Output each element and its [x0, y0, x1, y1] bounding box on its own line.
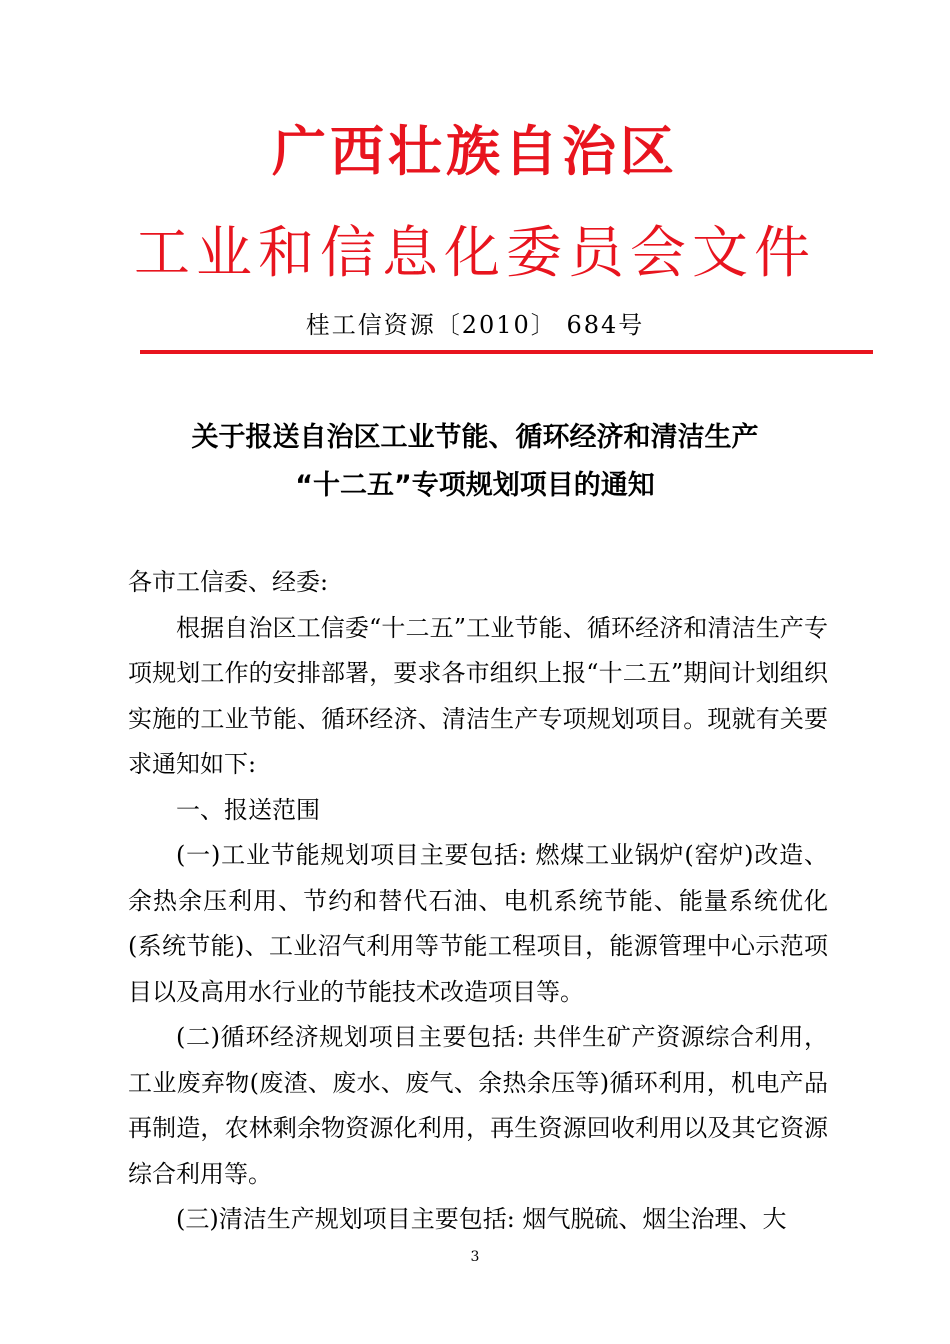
issuer-name: 广西壮族自治区: [272, 120, 678, 183]
paragraph-intro: 根据自治区工信委“十二五”工业节能、循环经济和清洁生产专项规划工作的安排部署，要求各市组织上报“十二五”期间计划组织实施的工业节能、循环经济、清洁生产专项规划项目。现就有关要求通知如下:: [128, 613, 828, 778]
issuer-document-type: 工业和信息化委员会文件: [134, 221, 816, 286]
salutation: 各市工信委、经委:: [128, 568, 329, 596]
notice-title-line-2: “十二五”专项规划项目的通知: [295, 470, 655, 501]
paragraph-clean-production: (三)清洁生产规划项目主要包括: 烟气脱硫、烟尘治理、大: [176, 1205, 787, 1233]
section-heading-scope: 一、报送范围: [176, 795, 320, 824]
notice-body: [128, 560, 828, 1243]
red-divider: [140, 350, 873, 354]
document-number: 桂工信资源〔2010〕 684号: [305, 311, 645, 339]
paragraph-circular-economy: (二)循环经济规划项目主要包括: 共伴生矿产资源综合利用，工业废弃物(废渣、废水、废气、余热余压等)循环利用，机电产品再制造，农林剩余物资源化利用，再生资源回收利用以及其它资源综合利用等。: [128, 1023, 828, 1188]
page-number: 3: [470, 1249, 480, 1265]
paragraph-energy-saving: (一)工业节能规划项目主要包括: 燃煤工业锅炉(窑炉)改造、余热余压利用、节约和替代石油、电机系统节能、能量系统优化(系统节能)、工业沼气利用等节能工程项目，能源管理中心示范项目以及高用水行业的节能技术改造项目等。: [128, 841, 828, 1006]
notice-title-line-1: 关于报送自治区工业节能、循环经济和清洁生产: [191, 422, 759, 453]
